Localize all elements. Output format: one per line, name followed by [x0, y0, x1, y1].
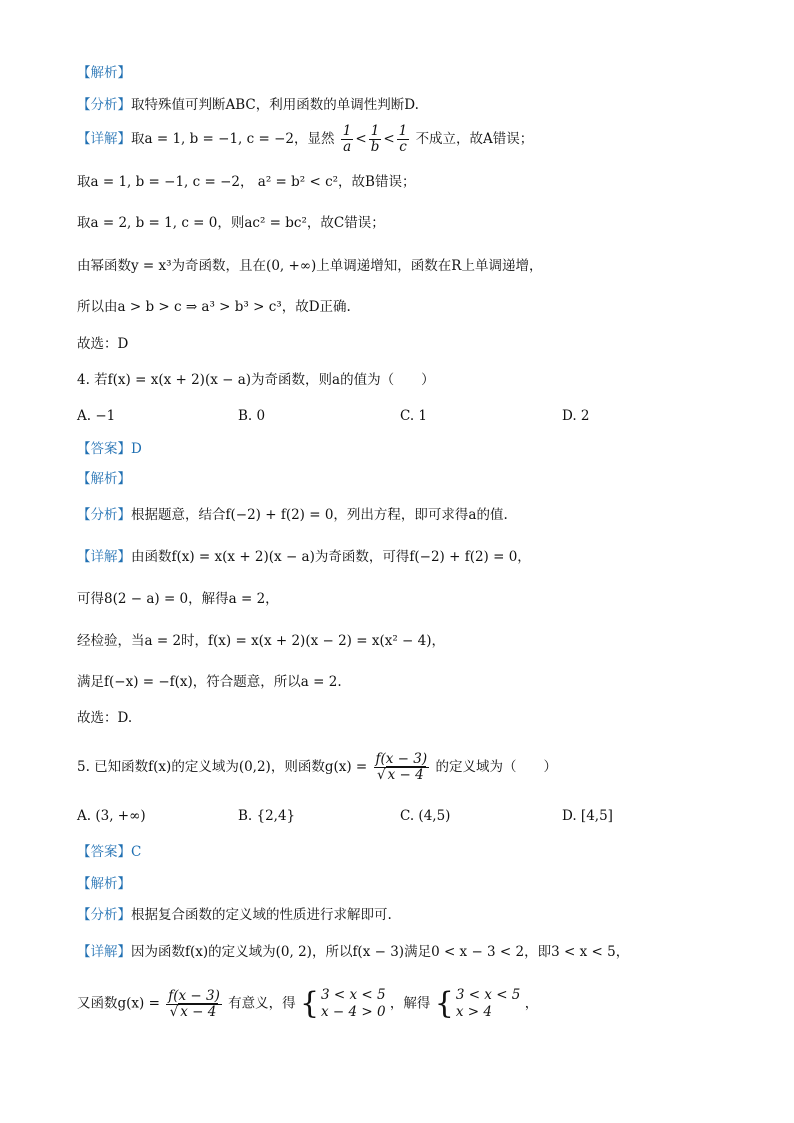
q4-fenxi	[77, 506, 508, 524]
q4-line-3: 经检验，当a = 2时，f(x) = x(x + 2)(x − 2) = x(x² − 4)，	[77, 633, 445, 649]
q5-line2-mid2: ，解得	[389, 995, 431, 1012]
q5-fenxi	[77, 906, 392, 924]
fraction-1-over-c: $\frac{1}{c}$	[398, 123, 408, 155]
q5-xiangjie	[77, 943, 629, 961]
q5-line2-end: ，	[524, 995, 539, 1012]
q5-line2-mid: 有意义，得	[228, 995, 296, 1012]
q5-fraction: $\frac{f(x - 3)}{√ x - 4}$	[375, 751, 428, 783]
detail-text: 取a = 1, b = −1, c = −2，显然	[131, 131, 335, 147]
tag-xiangjie: 【详解】	[77, 944, 131, 960]
q5-text-end: 的定义域为（ ）	[435, 759, 557, 775]
q5-option-b: B. {2,4}	[238, 808, 296, 824]
q4-line-4: 满足f(−x) = −f(x)，符合题意，所以a = 2.	[77, 674, 342, 690]
q5-fenxi-text: 根据复合函数的定义域的性质进行求解即可.	[131, 907, 392, 923]
detail-line-3: 取a = 2, b = 1, c = 0，则ac² = bc²，故C错误；	[77, 215, 385, 231]
q5-text: 5. 已知函数f(x)的定义域为(0,2)，则函数g(x) =	[77, 759, 368, 775]
fraction-1-over-b: $\frac{1}{b}$	[370, 123, 380, 155]
q4-option-b: B. 0	[238, 408, 266, 424]
q5-option-d: D. [4,5]	[562, 808, 613, 824]
detail-line-5: 所以由a > b > c ⇒ a³ > b³ > c³，故D正确.	[77, 299, 351, 315]
q4-xiangjie	[77, 548, 531, 566]
detail-line-1	[77, 124, 533, 155]
inequality-system-1: { 3 < x < 5 x − 4 > 0	[299, 986, 386, 1021]
analysis-text: 取特殊值可判断ABC，利用函数的单调性判断D.	[131, 97, 419, 113]
q5-line-2	[77, 987, 538, 1021]
q4-line-5: 故选：D.	[77, 710, 133, 726]
q5-option-a: A. (3, +∞)	[77, 808, 146, 824]
q4-fenxi-text: 根据题意，结合f(−2) + f(2) = 0，列出方程，即可求得a的值.	[131, 507, 508, 523]
question-5	[77, 752, 557, 783]
question-4: 4. 若f(x) = x(x + 2)(x − a)为奇函数，则a的值为（ ）	[77, 372, 435, 388]
q4-xiangjie-text: 由函数f(x) = x(x + 2)(x − a)为奇函数，可得f(−2) + f(2) = 0，	[131, 549, 531, 565]
tag-fenxi: 【分析】	[77, 97, 131, 113]
analysis-line	[77, 96, 419, 114]
tag-xiangjie: 【详解】	[77, 549, 131, 565]
q5-answer: 【答案】C	[77, 844, 142, 860]
q4-answer: 【答案】D	[77, 441, 142, 457]
fraction-1-over-a: $\frac{1}{a}$	[342, 123, 352, 155]
detail-text-end: 不成立，故A错误；	[415, 131, 534, 147]
tag-xiangjie: 【详解】	[77, 131, 131, 147]
q5-line2-pre: 又函数g(x) =	[77, 995, 160, 1012]
q5-xiangjie-text: 因为函数f(x)的定义域为(0, 2)，所以f(x − 3)满足0 < x − 3 < 2，即3 < x < 5，	[131, 944, 630, 960]
q5-line2-fraction: $\frac{f(x - 3)}{√ x - 4}$	[168, 987, 220, 1020]
inequality-system-2: { 3 < x < 5 x > 4	[434, 986, 521, 1021]
q4-option-a: A. −1	[77, 408, 116, 424]
q4-analysis-heading: 【解析】	[77, 471, 131, 487]
q5-option-c: C. (4,5)	[400, 808, 451, 824]
q5-analysis-heading: 【解析】	[77, 876, 131, 892]
detail-line-4: 由幂函数y = x³为奇函数，且在(0, +∞)上单调递增知，函数在R上单调递增，	[77, 258, 543, 274]
q4-option-d: D. 2	[562, 408, 590, 424]
detail-line-2: 取a = 1, b = −1, c = −2， a² = b² < c²，故B错误；	[77, 174, 416, 190]
less-than: <	[383, 131, 395, 147]
tag-fenxi: 【分析】	[77, 907, 131, 923]
q4-option-c: C. 1	[400, 408, 428, 424]
section-heading-analysis: 【解析】	[77, 65, 131, 81]
tag-fenxi: 【分析】	[77, 507, 131, 523]
less-than: <	[355, 131, 367, 147]
q4-line-2: 可得8(2 − a) = 0，解得a = 2，	[77, 591, 279, 607]
answer-choice: 故选：D	[77, 336, 129, 352]
